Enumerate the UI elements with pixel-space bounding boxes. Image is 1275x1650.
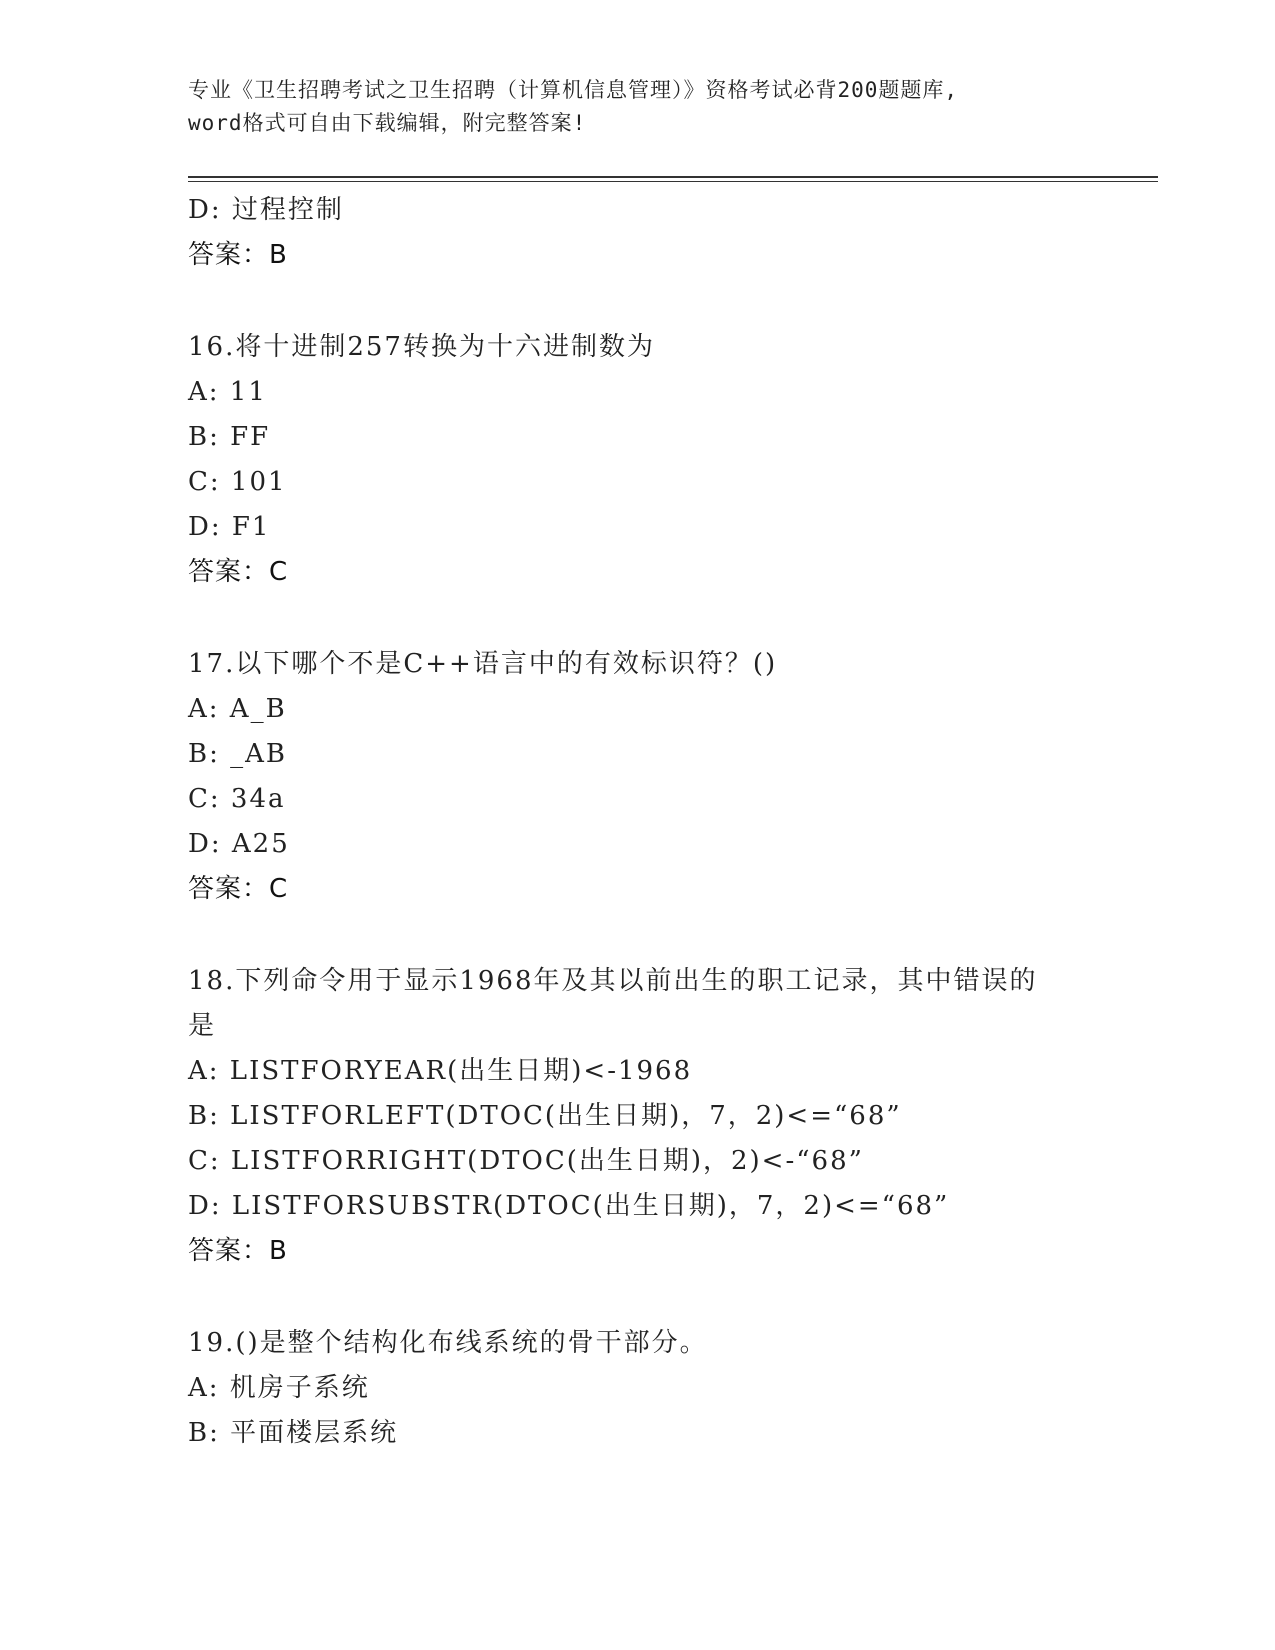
q18-option-a: A: LISTFORYEAR(出生日期)<-1968 [188, 1056, 693, 1086]
question-list [188, 188, 1088, 1456]
q17-answer: 答案：C [188, 874, 289, 904]
q18-answer: 答案：B [188, 1236, 288, 1266]
document-header [188, 74, 1088, 140]
header-divider [188, 176, 1158, 178]
q16-question: 16.将十进制257转换为十六进制数为 [188, 332, 655, 362]
q16-option-a: A: 11 [188, 377, 267, 407]
q15-answer: 答案：B [188, 240, 288, 270]
q16-option-b: B: FF [188, 422, 271, 452]
q16-option-d: D: F1 [188, 512, 271, 542]
q17-option-d: D: A25 [188, 829, 290, 859]
q19-option-b: B: 平面楼层系统 [188, 1418, 399, 1448]
header-divider-thin [188, 181, 1158, 182]
question-spacer [188, 595, 1088, 642]
q18-option-c: C: LISTFORRIGHT(DTOC(出生日期)，2)<-“68” [188, 1146, 864, 1176]
q18-option-b: B: LISTFORLEFT(DTOC(出生日期)，7，2)<=“68” [188, 1101, 902, 1131]
q19-question: 19.()是整个结构化布线系统的骨干部分。 [188, 1328, 708, 1358]
header-title-line-1: 专业《卫生招聘考试之卫生招聘（计算机信息管理）》资格考试必背200题题库, [188, 78, 959, 102]
question-spacer [188, 912, 1088, 959]
q16-option-c: C: 101 [188, 467, 287, 497]
question-spacer [188, 278, 1088, 325]
q17-option-b: B: _AB [188, 739, 288, 769]
q19-option-a: A: 机房子系统 [188, 1373, 370, 1403]
q15-option-d: D: 过程控制 [188, 195, 344, 225]
q18-question-line-1: 18.下列命令用于显示1968年及其以前出生的职工记录，其中错误的 [188, 966, 1038, 996]
q16-answer: 答案：C [188, 557, 289, 587]
q18-option-d: D: LISTFORSUBSTR(DTOC(出生日期)，7，2)<=“68” [188, 1191, 950, 1221]
header-title-line-2: word格式可自由下载编辑，附完整答案! [188, 111, 587, 135]
q17-option-c: C: 34a [188, 784, 286, 814]
question-spacer [188, 1274, 1088, 1321]
q18-question-line-2: 是 [188, 1011, 217, 1041]
q17-option-a: A: A_B [188, 694, 287, 724]
q17-question: 17.以下哪个不是C++语言中的有效标识符？() [188, 649, 778, 679]
